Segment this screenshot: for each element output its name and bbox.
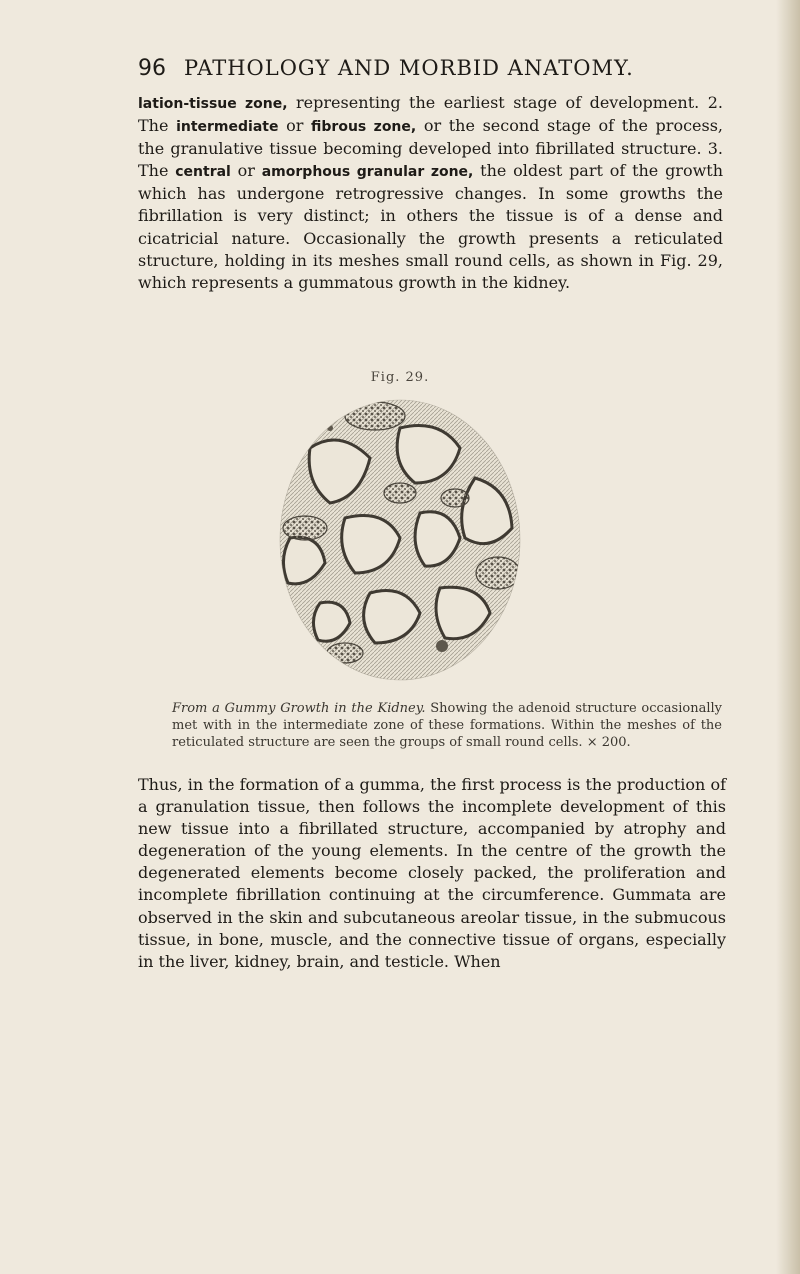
paragraph-text: the oldest part of the growth which has undergone retrogressive changes. In some growths the fibrillation is very distinct; in others the tissue is of a dense and cicatricial nature. Occasionally the growth presents a reticulated structure, holding in its meshes small round cells, as shown in Fig. 29, which represents a gummatous growth in the kidney. [138,161,724,292]
figure-gummatous-kidney-illustration [250,388,550,688]
bold-term-amorphous-zone: amorphous granular zone, [261,164,474,181]
paragraph-text: or [278,116,312,136]
bold-term-granulation-zone: lation-tissue zone, [138,96,288,112]
running-title: PATHOLOGY AND MORBID ANATOMY. [184,56,634,80]
paragraph-text: or the second stage of the process, the granulative tissue becoming developed into fibrillated structure. 3. The [138,116,724,181]
caption-italic-lead: From a Gummy Growth in the Kidney. [172,701,426,716]
page-edge-shadow [776,0,800,1274]
paragraph-gumma-formation: Thus, in the formation of a gumma, the first process is the production of a granulation tissue, then follows the incomplete development of this new tissue into a fibrillated structure, accompanied by atrophy and degeneration of the young elements. In the centre of the growth the degenerated elements become closely packed, the proliferation and incomplete fibrillation continuing at the circumference. Gummata are observed in the skin and subcutaneous areolar tissue, in the submucous tissue, in bone, muscle, and the connective tissue of organs, especially in the liver, kidney, brain, and testicle. When [138,775,726,971]
figure-caption [172,700,722,751]
page-number: 96 [138,56,166,81]
histology-engraving [250,388,550,688]
bold-term-intermediate: intermediate [176,119,279,136]
paragraph-text: representing the earliest stage of development. 2. The [138,93,723,136]
paragraph-text: or [230,161,262,181]
bold-term-fibrous-zone: fibrous zone, [311,119,417,136]
running-header [138,56,698,81]
figure-label: Fig. 29. [370,370,430,385]
paragraph-zones [138,92,723,294]
caption-text: Showing the adenoid structure occasionally met with in the intermediate zone of these formations. Within the meshes of the reticulated structure are seen the groups of small round cells. × 200. [172,701,722,750]
bold-term-central: central [175,164,231,181]
